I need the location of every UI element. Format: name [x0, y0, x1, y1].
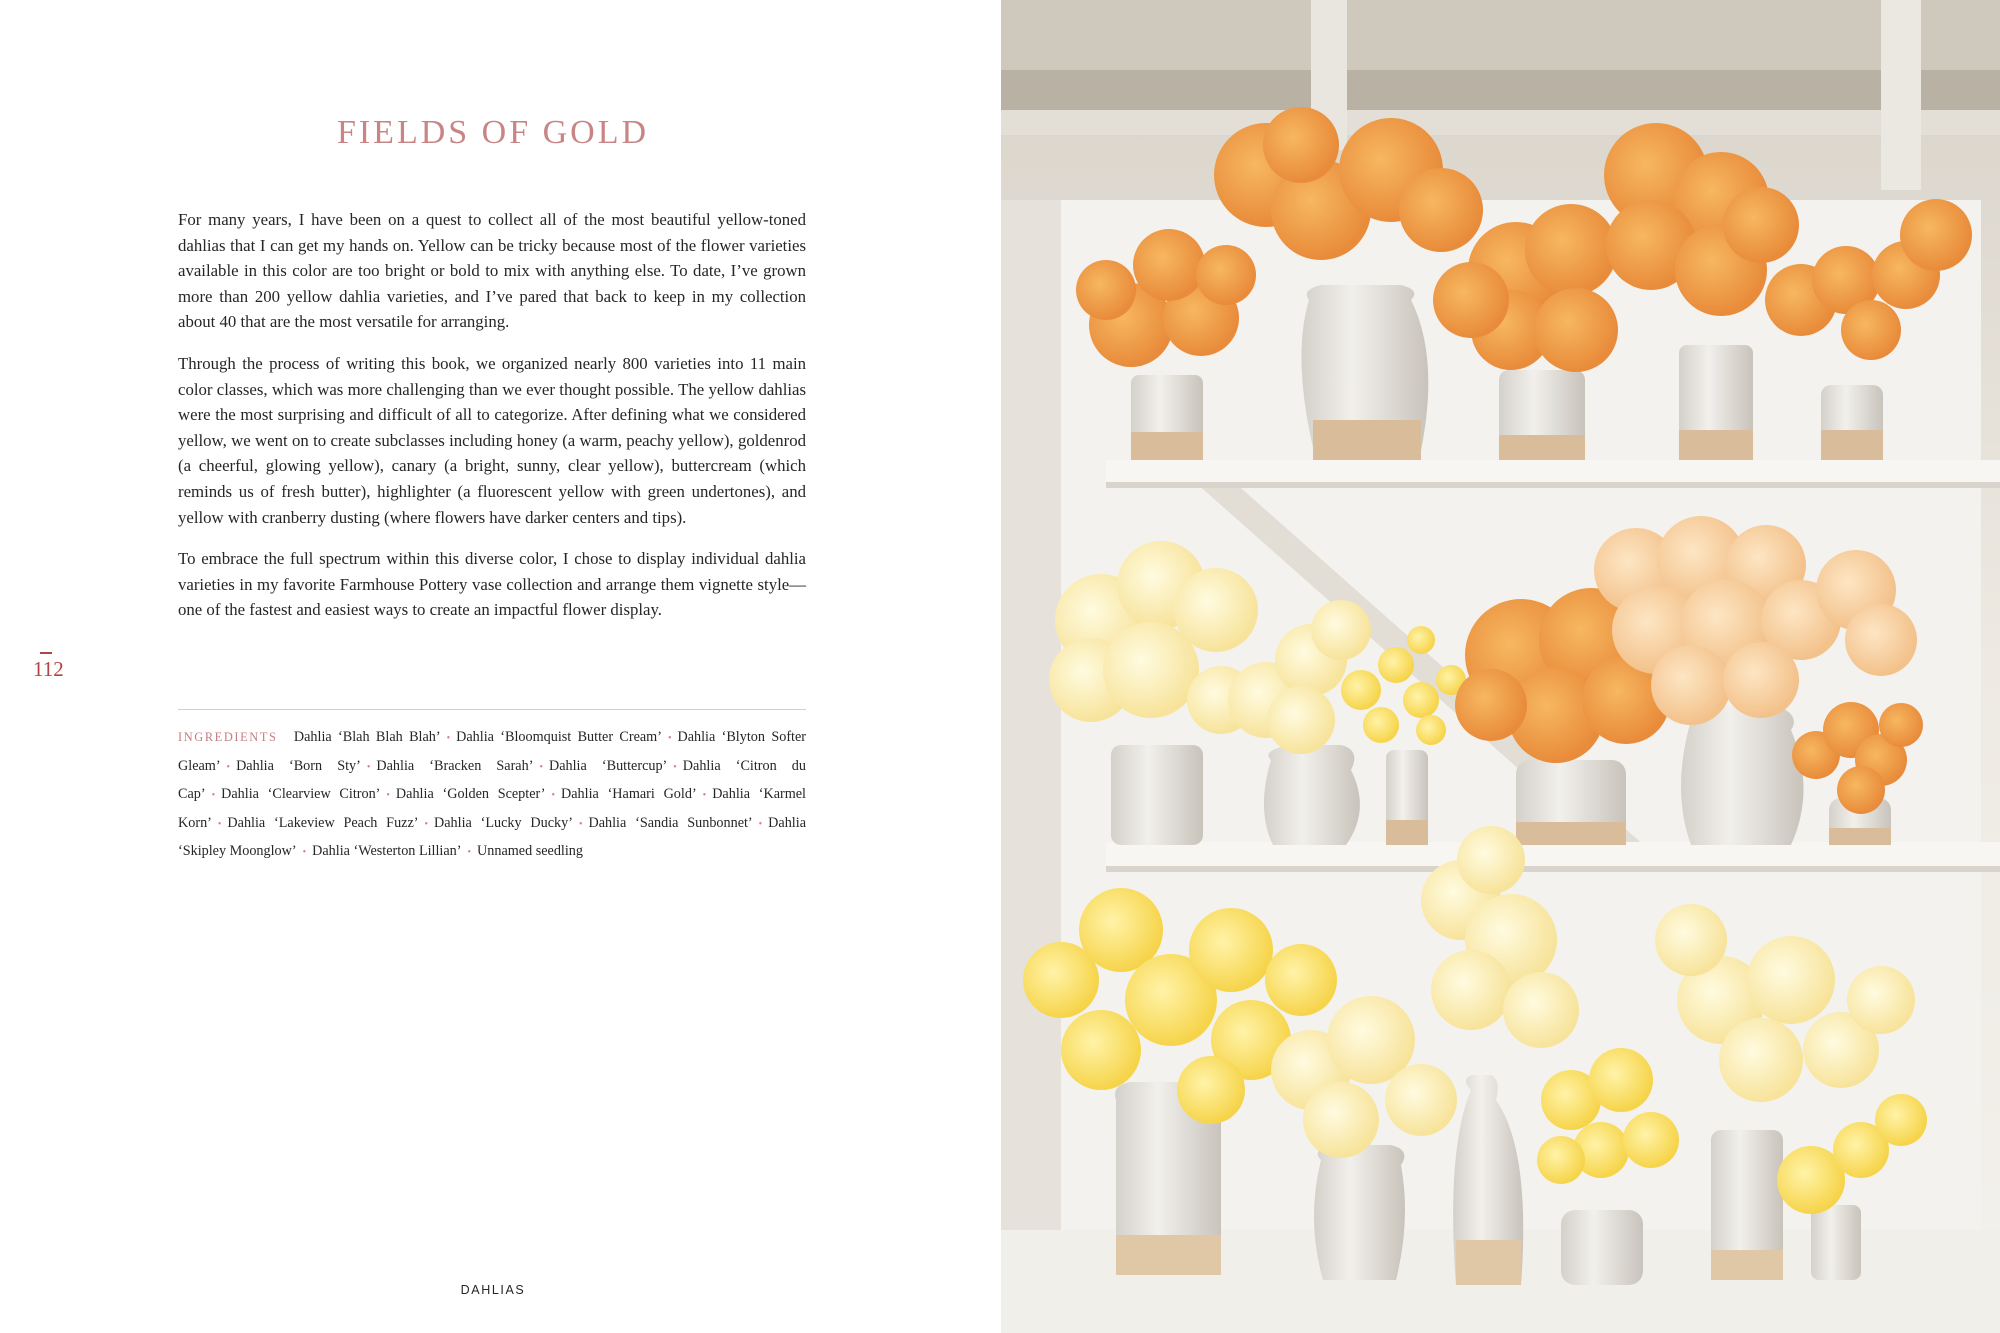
ingredient-separator: • [467, 847, 472, 858]
ingredient-item: Dahlia ‘Westerton Lillian’ [312, 843, 462, 859]
ingredient-separator: • [539, 761, 543, 773]
ingredient-separator: • [226, 761, 231, 773]
dahlia-photo [1001, 0, 2000, 1333]
ingredient-item: Dahlia ‘Skipley Moonglow’ [178, 814, 806, 859]
ingredient-separator: • [673, 761, 677, 773]
ingredient-separator: • [366, 761, 371, 773]
body-text [178, 207, 806, 639]
ingredient-item: Dahlia ‘Born Sty’ [236, 757, 361, 774]
ingredient-item: Dahlia ‘Citron du Cap’ [178, 757, 806, 802]
ingredient-item: Dahlia ‘Blah Blah Blah’ [293, 729, 441, 745]
ingredient-separator: • [424, 818, 428, 830]
ingredient-item: Unnamed seedling [477, 843, 583, 859]
page-number-dash [40, 652, 52, 654]
ingredients-list [178, 724, 806, 867]
ingredient-item: Dahlia ‘Buttercup’ [548, 757, 668, 774]
ingredient-item: Dahlia ‘Lucky Ducky’ [434, 814, 573, 831]
ingredients-label: INGREDIENTS [178, 730, 278, 744]
paragraph: For many years, I have been on a quest to collect all of the most beautiful yellow-toned dahlias that I can get my hands on. Yellow can be tricky because most of the flower varieties available in this color are too bright or bold to mix with anything else. To date, I’ve grown more than 200 yellow dahlia varieties, and I’ve pared that back to keep in my collection about 40 that are the most versatile for arranging. [178, 210, 806, 332]
page-number: 112 [33, 657, 64, 681]
ingredient-separator: • [302, 847, 307, 858]
ingredient-separator: • [702, 790, 707, 801]
running-footer: DAHLIAS [460, 1283, 526, 1297]
paragraph: Through the process of writing this book, we organized nearly 800 varieties into 11 main color classes, which was more challenging than we ever thought possible. The yellow dahlias were the most surprising and difficult of all to categorize. After defining what we considered yellow, we went on to create subclasses including honey (a warm, peachy yellow), goldenrod (a cheerful, glowing yellow), canary (a bright, sunny, clear yellow), buttercream (which reminds us of fresh butter), highlighter (a fluorescent yellow with green undertones), and yellow with cranberry dusting (where flowers have darker centers and tips). [178, 353, 806, 527]
paragraph: To embrace the full spectrum within this diverse color, I chose to display individual dahlia varieties in my favorite Farmhouse Pottery vase collection and arrange them vignette style—one of the fastest and easiest ways to create an impactful flower display. [178, 549, 806, 620]
ingredient-item: Dahlia ‘Golden Scepter’ [395, 786, 546, 802]
ingredient-separator: • [667, 733, 672, 744]
ingredient-item: Dahlia ‘Bracken Sarah’ [376, 757, 534, 774]
ingredient-item: Dahlia ‘Hamari Gold’ [561, 786, 697, 802]
ingredient-separator: • [217, 818, 222, 830]
ingredient-item: Dahlia ‘Sandia Sunbonnet’ [588, 814, 753, 831]
ingredient-separator: • [578, 818, 583, 830]
ingredient-separator: • [758, 818, 763, 830]
ingredients-divider [178, 709, 806, 710]
ingredient-item: Dahlia ‘Lakeview Peach Fuzz’ [227, 814, 419, 831]
ingredient-separator: • [551, 790, 556, 801]
ingredient-item: Dahlia ‘Clearview Citron’ [221, 786, 381, 802]
ingredient-separator: • [211, 790, 216, 801]
ingredient-separator: • [386, 790, 390, 801]
ingredient-item: Dahlia ‘Blyton Softer Gleam’ [178, 729, 807, 774]
ingredient-item: Dahlia ‘Karmel Korn’ [178, 786, 807, 831]
ingredient-separator: • [446, 733, 451, 744]
page-title: FIELDS OF GOLD [336, 114, 650, 151]
ingredient-item: Dahlia ‘Bloomquist Butter Cream’ [456, 729, 662, 745]
